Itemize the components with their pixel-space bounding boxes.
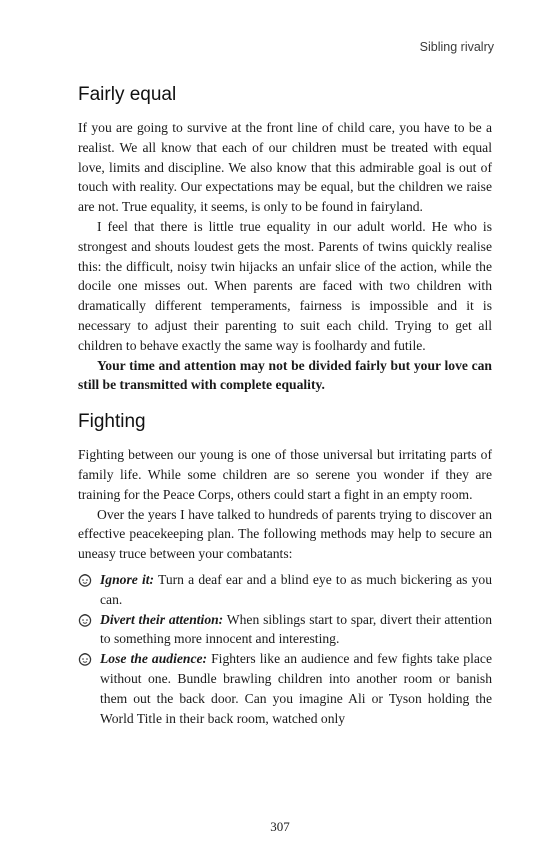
method-text: Turn a deaf ear and a blind eye to as much bickering as you can. — [100, 571, 492, 607]
baby-face-icon — [78, 573, 92, 587]
paragraph: Fighting between our young is one of those universal but irritating parts of family life. While some children are so serene you wonder if they are training for the Peace Corps, others could start a fight in an empty room. — [78, 447, 492, 502]
baby-face-icon — [78, 652, 92, 666]
running-head: Sibling rivalry — [419, 40, 494, 54]
list-item — [78, 610, 492, 650]
paragraph: If you are going to survive at the front line of child care, you have to be a realist. We all know that each of our children must be treated with equal love, limits and discipline. We also know that this admirable goal is out of touch with reality. Our expectations may be equal, but the children we raise are not. True equality, it seems, is only to be found in fairyland. — [78, 120, 492, 215]
page-number: 307 — [270, 819, 290, 834]
method-term: Ignore it: — [100, 571, 155, 587]
method-text: Fighters like an audience and few fights take place without one. Bundle brawling children into another room or banish them out the back door. Can you imagine Ali or Tyson holding the World Title in their back room, watched only — [100, 651, 492, 726]
section-heading-fairly-equal: Fairly equal — [78, 84, 177, 105]
page-body — [78, 82, 492, 728]
paragraph: I feel that there is little true equality in our adult world. He who is strongest and shouts loudest gets the most. Parents of twins quickly realise this: the difficult, noisy twin hijacks an unfair slice of the action, while the docile one misses out. When parents are faced with two children with dramatically different temperaments, fairness is impossible and it is necessary to adjust their parenting to suit each child. Trying to get all children to behave exactly the same way is foolhardy and futile. — [78, 218, 492, 353]
baby-face-icon — [78, 613, 92, 627]
method-term: Lose the audience: — [100, 651, 208, 667]
methods-list — [78, 570, 492, 728]
key-point-paragraph: Your time and attention may not be divided fairly but your love can still be transmitted with complete equality. — [78, 357, 492, 393]
paragraph: Over the years I have talked to hundreds of parents trying to discover an effective peacekeeping plan. The following methods may help to secure an uneasy truce between your combatants: — [78, 506, 492, 562]
method-text: When siblings start to spar, divert their attention to something more innocent and interesting. — [100, 611, 492, 647]
section-heading-fighting: Fighting — [78, 411, 146, 433]
list-item — [78, 570, 492, 610]
method-term: Divert their attention: — [100, 611, 224, 627]
list-item — [78, 649, 492, 728]
